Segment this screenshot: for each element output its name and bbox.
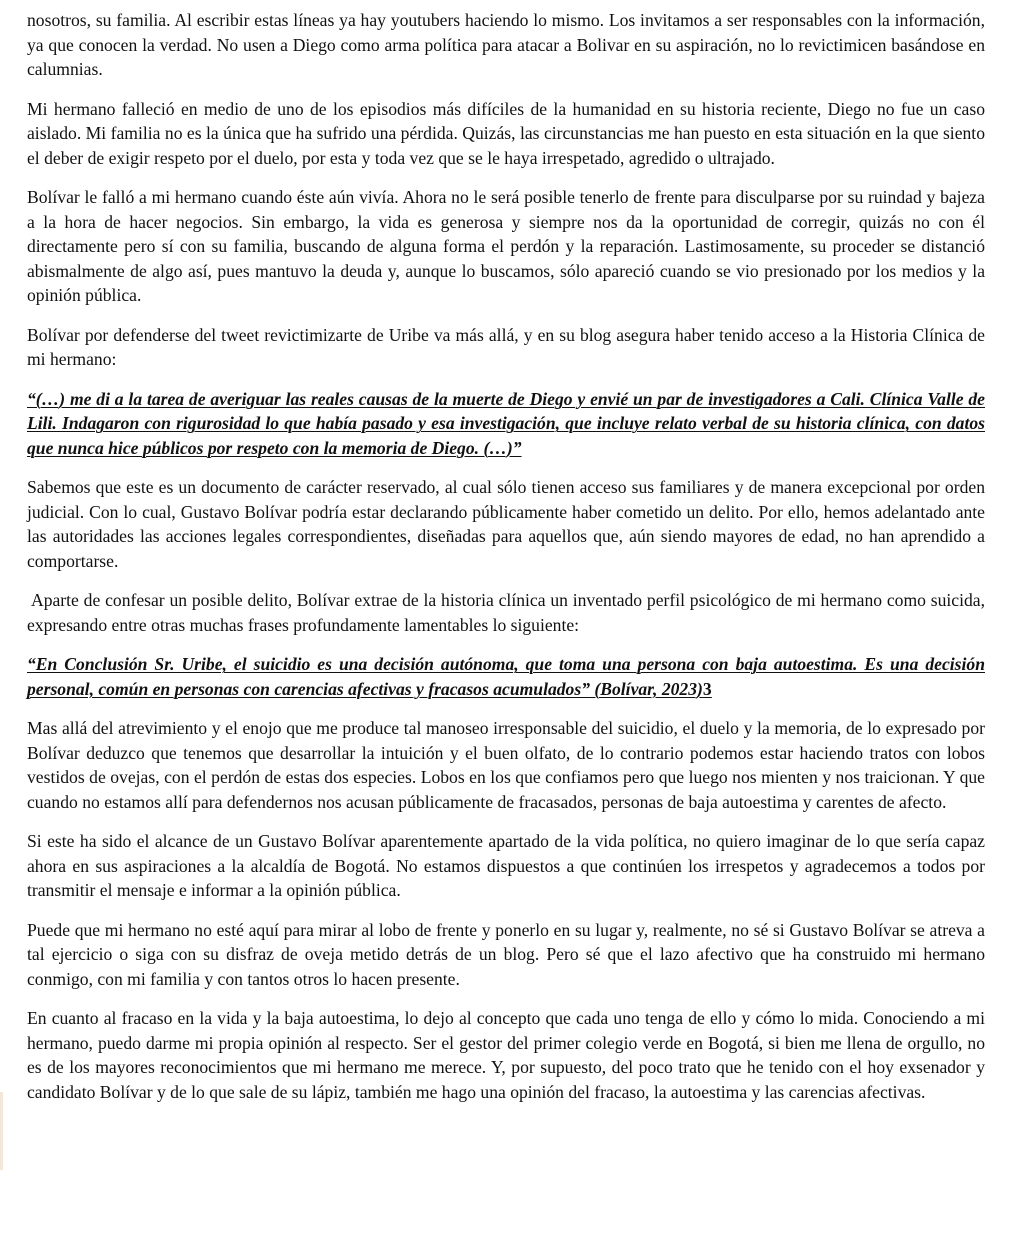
footnote-reference[interactable]: 3: [702, 678, 712, 699]
paragraph-10: En cuanto al fracaso en la vida y la baja autoestima, lo dejo al concepto que cada uno tenga de ello y cómo lo mida. Conociendo a mi hermano, puedo darme mi propia opinión al respecto. Ser el gestor del primer colegio verde en Bogotá, si bien me llena de orgullo, no es de los mayores reconocimientos que mi hermano me merece. Y, por supuesto, del poco trato que he tenido con el hoy exsenador y candidato Bolívar y de lo que sale de su lápiz, también me hago una opinión del fracaso, la autoestima y las carencias afectivas.: [27, 1008, 985, 1102]
paragraph-4: Bolívar por defenderse del tweet revictimizarte de Uribe va más allá, y en su blog asegura haber tenido acceso a la Historia Clínica de mi hermano:: [27, 324, 985, 369]
paragraph-8: Si este ha sido el alcance de un Gustavo Bolívar aparentemente apartado de la vida política, no quiero imaginar de lo que sería capaz ahora en sus aspiraciones a la alcaldía de Bogotá. No estamos dispuestos a que continúen los irrespetos y agradecemos a todos por transmitir el mensaje e informar a la opinión pública.: [27, 831, 985, 900]
paragraph-1: nosotros, su familia. Al escribir estas líneas ya hay youtubers haciendo lo mismo. Los invitamos a ser responsables con la información, ya que conocen la verdad. No usen a Diego como arma política para atacar a Bolivar en su aspiración, no lo revictimicen basándose en calumnias.: [27, 10, 985, 79]
paragraph-9: Puede que mi hermano no esté aquí para mirar al lobo de frente y ponerlo en su lugar y, realmente, no sé si Gustavo Bolívar se atreva a tal ejercicio o siga con su disfraz de oveja metido detrás de un blog. Pero sé que el lazo afectivo que ha construido mi hermano conmigo, con mi familia y con tantos otros lo hacen presente.: [27, 919, 985, 989]
paragraph-7: Mas allá del atrevimiento y el enojo que me produce tal manoseo irresponsable del suicidio, el duelo y la memoria, de lo expresado por Bolívar deduzco que tenemos que desarrollar la intuición y el buen olfato, de lo contrario podemos estar haciendo tratos con lobos vestidos de ovejas, con el perdón de estas dos especies. Lobos en los que confiamos pero que luego nos mienten y nos traicionan. Y que cuando no estamos allí para defendernos nos acusan públicamente de fracasados, personas de baja autoestima y carentes de afecto.: [27, 718, 985, 812]
paragraph-5: Sabemos que este es un documento de carácter reservado, al cual sólo tienen acceso sus familiares y de manera excepcional por orden judicial. Con lo cual, Gustavo Bolívar podría estar declarando públicamente haber cometido un delito. Por ello, hemos adelantado ante las autoridades las acciones legales correspondientes, diseñadas para aquellos que, aún siendo mayores de edad, no han aprendido a comportarse.: [27, 477, 985, 571]
paragraph-2: Mi hermano falleció en medio de uno de los episodios más difíciles de la humanidad en su historia reciente, Diego no fue un caso aislado. Mi familia no es la única que ha sufrido una pérdida. Quizás, las circunstancias me han puesto en esta situación en la que siento el deber de exigir respeto por el duelo, por esta y toda vez que se le haya irrespetado, agredido o ultrajado.: [27, 98, 985, 168]
document-page: [27, 8, 985, 1119]
paragraph-3: Bolívar le falló a mi hermano cuando éste aún vivía. Ahora no le será posible tenerlo de frente para disculparse por su ruindad y bajeza a la hora de hacer negocios. Sin embargo, la vida es generosa y siempre nos da la oportunidad de corregir, quizás no con él directamente pero sí con su familia, buscando de alguna forma el perdón y la reparación. Lastimosamente, su proceder se distanció abismalmente de algo así, pues mantuvo la deuda y, aunque lo buscamos, sólo apareció cuando se vio presionado por los medios y la opinión pública.: [27, 187, 985, 305]
margin-mark: [0, 1092, 3, 1170]
quote-conclusion: [27, 652, 985, 701]
paragraph-6: Aparte de confesar un posible delito, Bolívar extrae de la historia clínica un inventado perfil psicológico de mi hermano como suicida, expresando entre otras muchas frases profundamente lamentables lo siguiente:: [27, 590, 985, 635]
quote-conclusion-text: “En Conclusión Sr. Uribe, el suicidio es una decisión autónoma, que toma una persona con baja autoestima. Es una decisión personal, común en personas con carencias afectivas y fracasos acumulados” (Bolívar, 2023): [27, 654, 985, 699]
quote-blog-excerpt: “(…) me di a la tarea de averiguar las reales causas de la muerte de Diego y envié un par de investigadores a Cali. Clínica Valle de Lili. Indagaron con rigurosidad lo que había pasado y esa investigación, que incluye relato verbal de su historia clínica, con datos que nunca hice públicos por respeto con la memoria de Diego. (…)”: [27, 388, 985, 458]
